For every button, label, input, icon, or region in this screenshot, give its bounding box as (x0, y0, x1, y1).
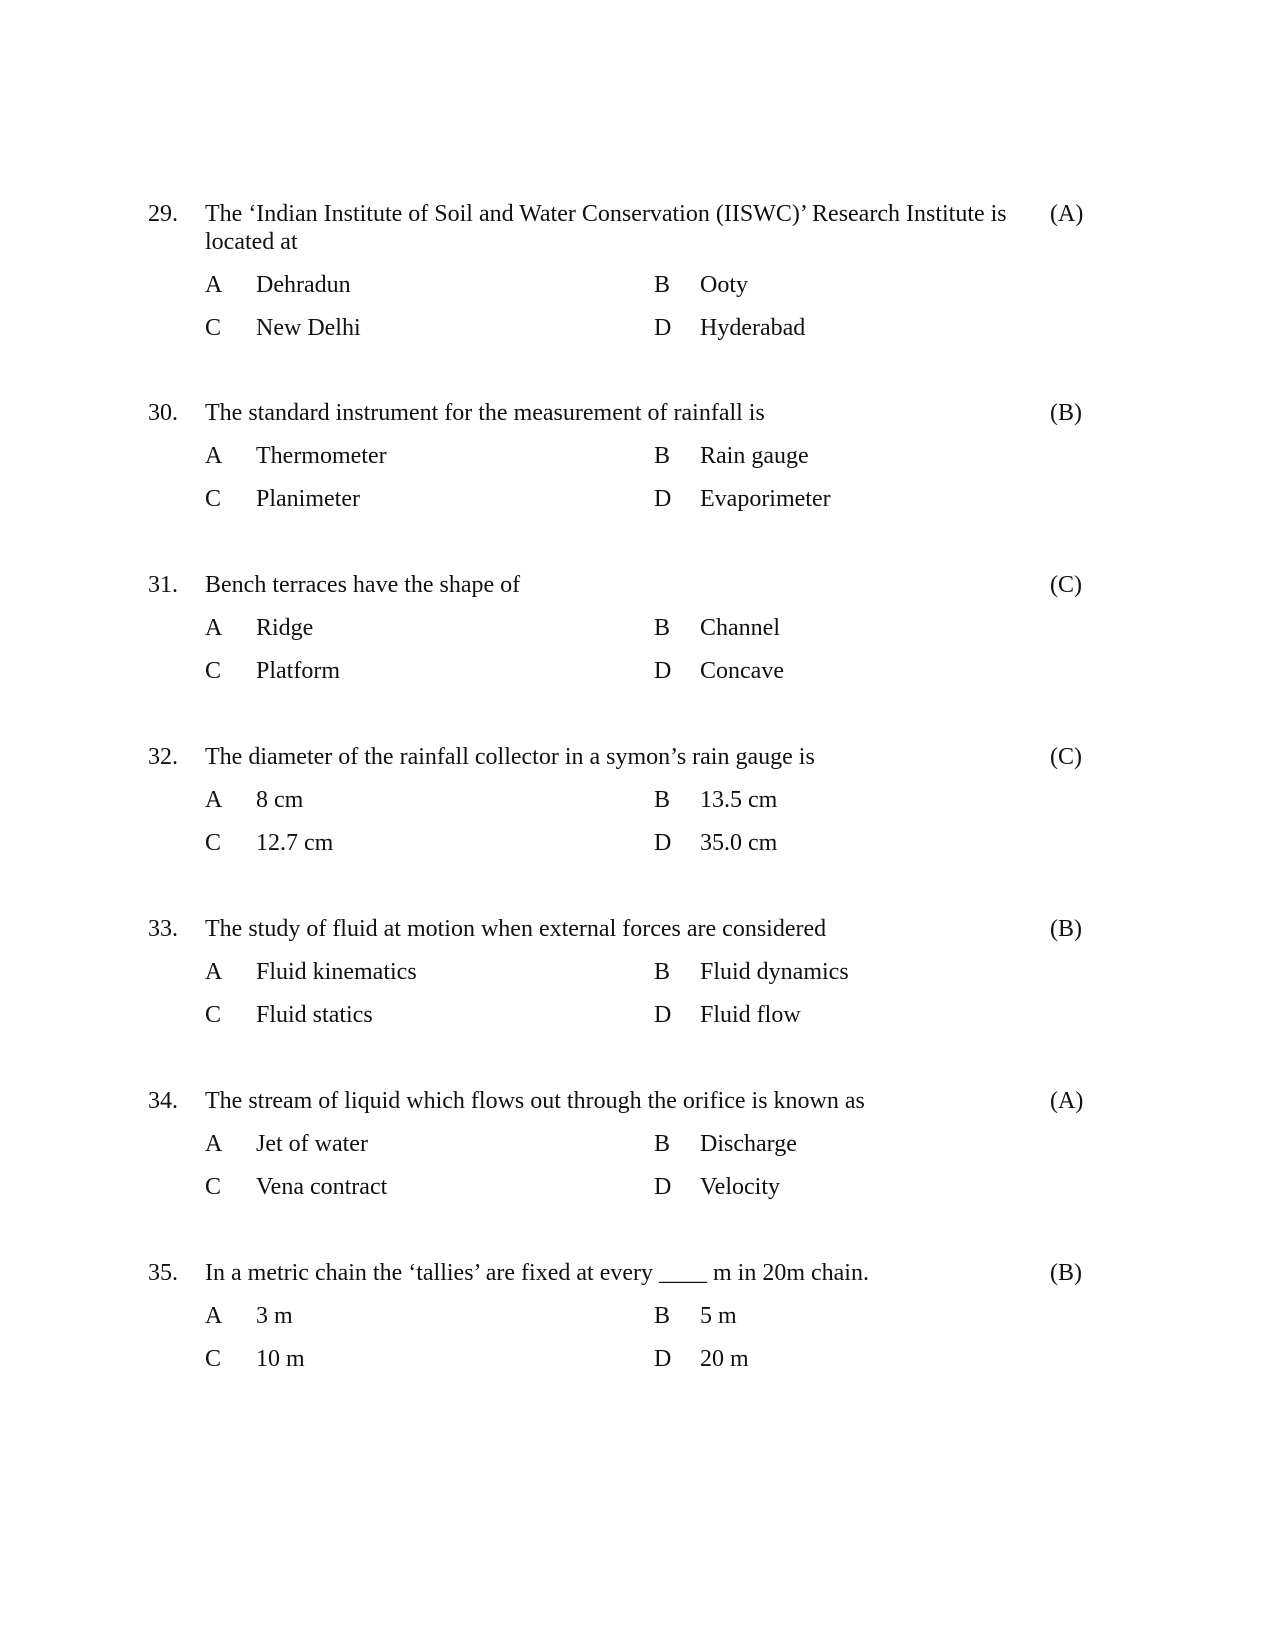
option-text: Thermometer (256, 443, 387, 469)
option-text: Jet of water (256, 1131, 368, 1157)
option-text: 3 m (256, 1303, 293, 1329)
option-letter: D (654, 315, 672, 341)
question-text: The study of fluid at motion when external forces are considered (205, 916, 827, 942)
option-text: Planimeter (256, 486, 360, 512)
option-letter: B (654, 959, 671, 985)
option-letter: A (205, 787, 223, 813)
option-letter: B (654, 272, 671, 298)
option-text: Dehradun (256, 272, 351, 298)
option-letter: B (654, 787, 671, 813)
option-letter: C (205, 1346, 222, 1372)
answer-key: (B) (1050, 400, 1082, 426)
option-text: New Delhi (256, 315, 361, 341)
option-text: Fluid dynamics (700, 959, 849, 985)
question-number: 30. (148, 400, 178, 426)
option-text: Platform (256, 658, 340, 684)
question-number: 29. (148, 201, 178, 227)
option-letter: A (205, 615, 223, 641)
option-letter: C (205, 315, 222, 341)
option-letter: D (654, 486, 672, 512)
option-letter: A (205, 959, 223, 985)
option-text: 12.7 cm (256, 830, 334, 856)
option-text: Rain gauge (700, 443, 809, 469)
option-text: Channel (700, 615, 780, 641)
question-text: The standard instrument for the measurement of rainfall is (205, 400, 765, 426)
answer-key: (A) (1050, 1088, 1084, 1114)
option-letter: C (205, 1002, 222, 1028)
option-letter: D (654, 1346, 672, 1372)
option-text: Evaporimeter (700, 486, 831, 512)
option-letter: A (205, 272, 223, 298)
answer-key: (B) (1050, 916, 1082, 942)
question-number: 31. (148, 572, 178, 598)
option-text: Fluid kinematics (256, 959, 417, 985)
option-text: Concave (700, 658, 784, 684)
answer-key: (A) (1050, 201, 1084, 227)
option-letter: D (654, 1174, 672, 1200)
question-number: 34. (148, 1088, 178, 1114)
option-text: Hyderabad (700, 315, 806, 341)
answer-key: (B) (1050, 1260, 1082, 1286)
option-letter: B (654, 1131, 671, 1157)
option-text: 10 m (256, 1346, 305, 1372)
answer-key: (C) (1050, 744, 1082, 770)
option-letter: D (654, 1002, 672, 1028)
option-letter: B (654, 1303, 671, 1329)
question-number: 32. (148, 744, 178, 770)
option-letter: A (205, 443, 223, 469)
option-text: 35.0 cm (700, 830, 778, 856)
option-letter: B (654, 615, 671, 641)
question-text: The diameter of the rainfall collector in a symon’s rain gauge is (205, 744, 815, 770)
answer-key: (C) (1050, 572, 1082, 598)
option-letter: A (205, 1131, 223, 1157)
question-number: 33. (148, 916, 178, 942)
question-number: 35. (148, 1260, 178, 1286)
option-letter: D (654, 658, 672, 684)
option-letter: C (205, 486, 222, 512)
option-text: 5 m (700, 1303, 737, 1329)
option-text: 13.5 cm (700, 787, 778, 813)
option-text: Velocity (700, 1174, 780, 1200)
option-letter: D (654, 830, 672, 856)
option-letter: B (654, 443, 671, 469)
option-letter: C (205, 1174, 222, 1200)
option-letter: C (205, 830, 222, 856)
question-text: In a metric chain the ‘tallies’ are fixed at every ____ m in 20m chain. (205, 1260, 869, 1286)
option-text: Vena contract (256, 1174, 388, 1200)
option-text: Fluid statics (256, 1002, 373, 1028)
option-text: Discharge (700, 1131, 797, 1157)
question-text: Bench terraces have the shape of (205, 572, 521, 598)
question-text: The stream of liquid which flows out through the orifice is known as (205, 1088, 865, 1114)
option-text: 20 m (700, 1346, 749, 1372)
option-text: Ooty (700, 272, 748, 298)
question-text: The ‘Indian Institute of Soil and Water Conservation (IISWC)’ Research Institute is located at (205, 201, 1007, 255)
option-text: Ridge (256, 615, 314, 641)
option-text: 8 cm (256, 787, 304, 813)
option-letter: A (205, 1303, 223, 1329)
option-letter: C (205, 658, 222, 684)
option-text: Fluid flow (700, 1002, 801, 1028)
